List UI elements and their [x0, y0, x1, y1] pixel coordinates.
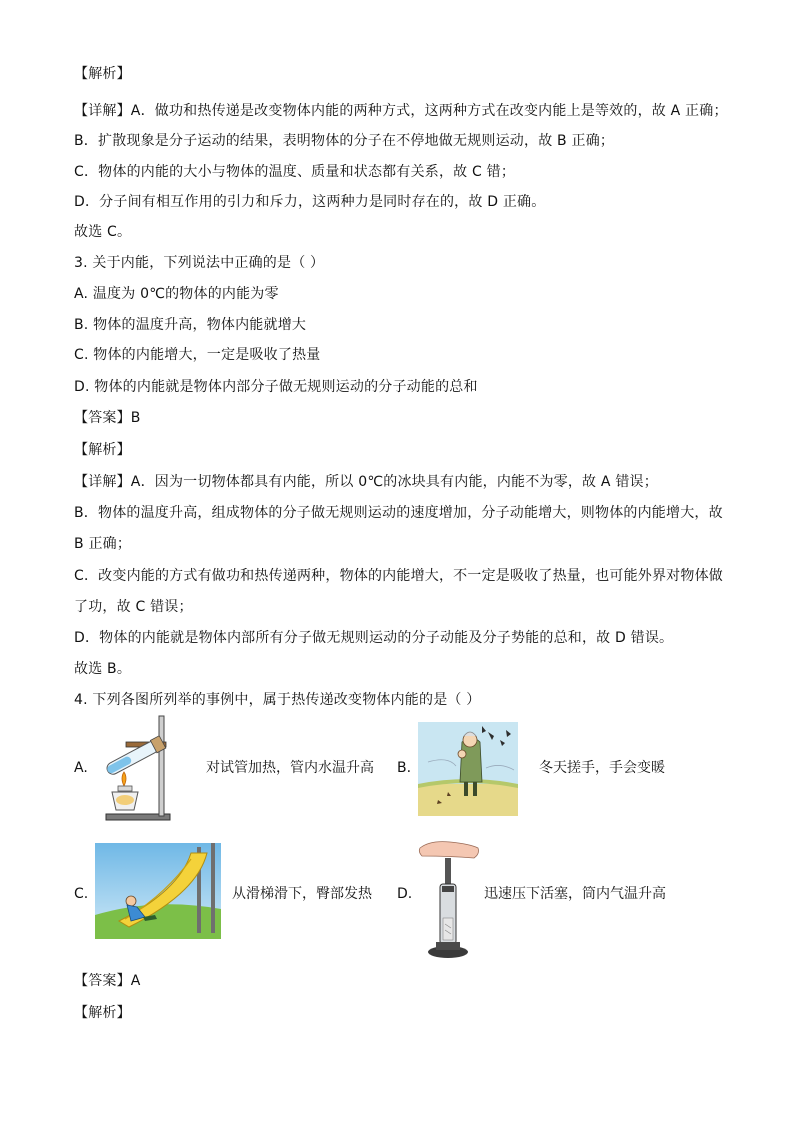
slide-image: [95, 843, 221, 939]
answer: 【答案】A: [74, 973, 141, 989]
option-b-text: 冬天搓手，手会变暖: [539, 760, 665, 776]
option-a-label: A.: [74, 760, 88, 776]
option-b-label: B.: [397, 760, 412, 776]
question-3-stem: 3. 关于内能，下列说法中正确的是（ ）: [74, 255, 325, 271]
rubbing-hands-winter-image: [418, 722, 518, 816]
analysis-label: 【解析】: [74, 1005, 131, 1021]
option-a-text: 对试管加热，管内水温升高: [206, 760, 374, 776]
question-4-stem: 4. 下列各图所列举的事例中，属于热传递改变物体内能的是（ ）: [74, 692, 481, 708]
detail-line: D．物体的内能就是物体内部所有分子做无规则运动的分子动能及分子势能的总和，故 D 错误。: [74, 630, 674, 646]
option-c-label: C.: [74, 886, 89, 902]
detail-line: C．物体的内能的大小与物体的温度、质量和状态都有关系，故 C 错；: [74, 164, 516, 180]
conclusion: 故选 C。: [74, 224, 132, 240]
detail-line: 了功，故 C 错误；: [74, 599, 193, 615]
option-b: B. 物体的温度升高，物体内能就增大: [74, 317, 307, 333]
detail-line: B．扩散现象是分子运动的结果，表明物体的分子在不停地做无规则运动，故 B 正确；: [74, 133, 615, 149]
option-d: D. 物体的内能就是物体内部分子做无规则运动的分子动能的总和: [74, 379, 478, 395]
option-d-text: 迅速压下活塞，筒内气温升高: [484, 886, 666, 902]
detail-line: 【详解】A．因为一切物体都具有内能，所以 0℃的冰块具有内能，内能不为零，故 A 错误；: [74, 474, 658, 490]
detail-line: D．分子间有相互作用的引力和斥力，这两种力是同时存在的，故 D 正确。: [74, 194, 546, 210]
detail-line: B．物体的温度升高，组成物体的分子做无规则运动的速度增加，分子动能增大，则物体的内能增大，故: [74, 505, 723, 521]
detail-line: 【详解】A．做功和热传递是改变物体内能的两种方式，这两种方式在改变内能上是等效的，故 A 正确；: [74, 103, 728, 119]
option-c-text: 从滑梯滑下，臀部发热: [232, 886, 372, 902]
answer: 【答案】B: [74, 410, 141, 426]
conclusion: 故选 B。: [74, 661, 132, 677]
option-c: C. 物体的内能增大，一定是吸收了热量: [74, 347, 321, 363]
piston-cylinder-image: [418, 838, 480, 962]
analysis-label: 【解析】: [74, 442, 131, 458]
option-d-label: D.: [397, 886, 413, 902]
test-tube-heating-image: [96, 712, 186, 824]
option-a: A. 温度为 0℃的物体的内能为零: [74, 286, 279, 302]
detail-line: C．改变内能的方式有做功和热传递两种，物体的内能增大，不一定是吸收了热量，也可能外界对物体做: [74, 568, 723, 584]
analysis-label: 【解析】: [74, 66, 131, 82]
detail-line: B 正确；: [74, 536, 132, 552]
